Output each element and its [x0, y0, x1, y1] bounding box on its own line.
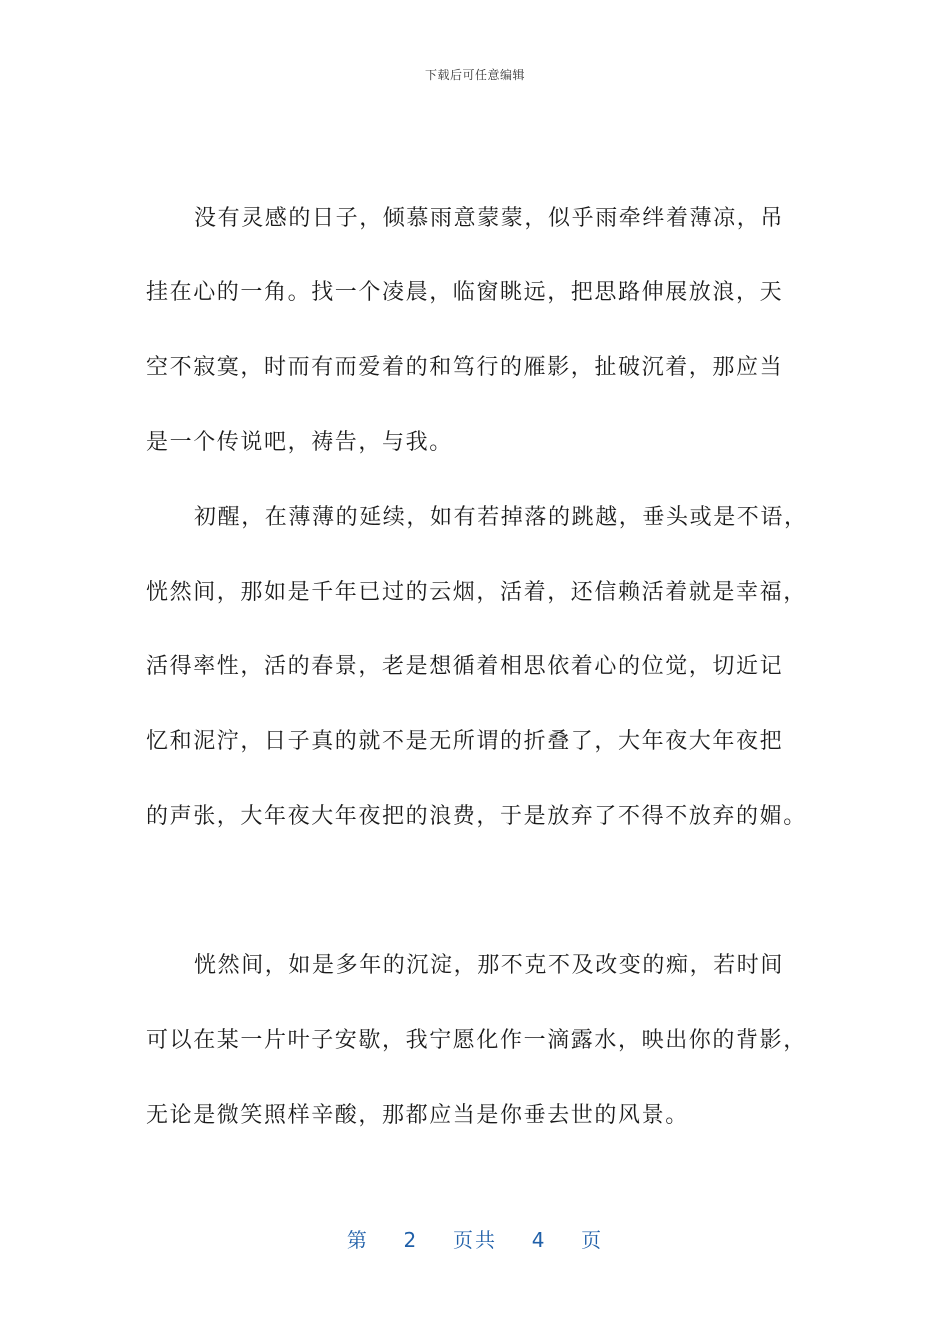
page-footer [0, 1224, 950, 1253]
footer-current-page: 2 [403, 1228, 419, 1252]
paragraph-1-line-1: 没有灵感的日子，倾慕雨意蒙蒙，似乎雨牵绊着薄凉，吊 [194, 206, 785, 231]
footer-total-pages: 4 [531, 1228, 547, 1252]
paragraph-3-line-1: 恍然间，如是多年的沉淀，那不克不及改变的痴，若时间 [194, 953, 785, 978]
paragraph-2-line-4: 忆和泥泞，日子真的就不是无所谓的折叠了，大年夜大年夜把 [146, 729, 784, 754]
footer-suffix: 页 [581, 1228, 604, 1252]
paragraph-1-line-3: 空不寂寞，时而有而爱着的和笃行的雁影，扯破沉着，那应当 [146, 355, 784, 380]
paragraph-1-line-2: 挂在心的一角。找一个凌晨，临窗眺远，把思路伸展放浪，天 [146, 280, 784, 305]
footer-prefix: 第 [346, 1228, 369, 1252]
paragraph-3-line-2: 可以在某一片叶子安歇，我宁愿化作一滴露水，映出你的背影， [146, 1028, 807, 1053]
paragraph-2-line-3: 活得率性，活的春景，老是想循着相思依着心的位觉，切近记 [146, 654, 784, 679]
footer-middle: 页共 [453, 1228, 497, 1252]
paragraph-2-line-5: 的声张，大年夜大年夜把的浪费，于是放弃了不得不放弃的媚。 [146, 804, 807, 829]
paragraph-3-line-3: 无论是微笑照样辛酸，那都应当是你垂去世的风景。 [146, 1103, 689, 1128]
paragraph-2-line-1: 初醒，在薄薄的延续，如有若掉落的跳越，垂头或是不语， [194, 505, 808, 530]
header-note: 下载后可任意编辑 [424, 68, 525, 82]
paragraph-1-line-4: 是一个传说吧，祷告，与我。 [146, 430, 453, 455]
paragraph-2-line-2: 恍然间，那如是千年已过的云烟，活着，还信赖活着就是幸福， [146, 580, 807, 605]
